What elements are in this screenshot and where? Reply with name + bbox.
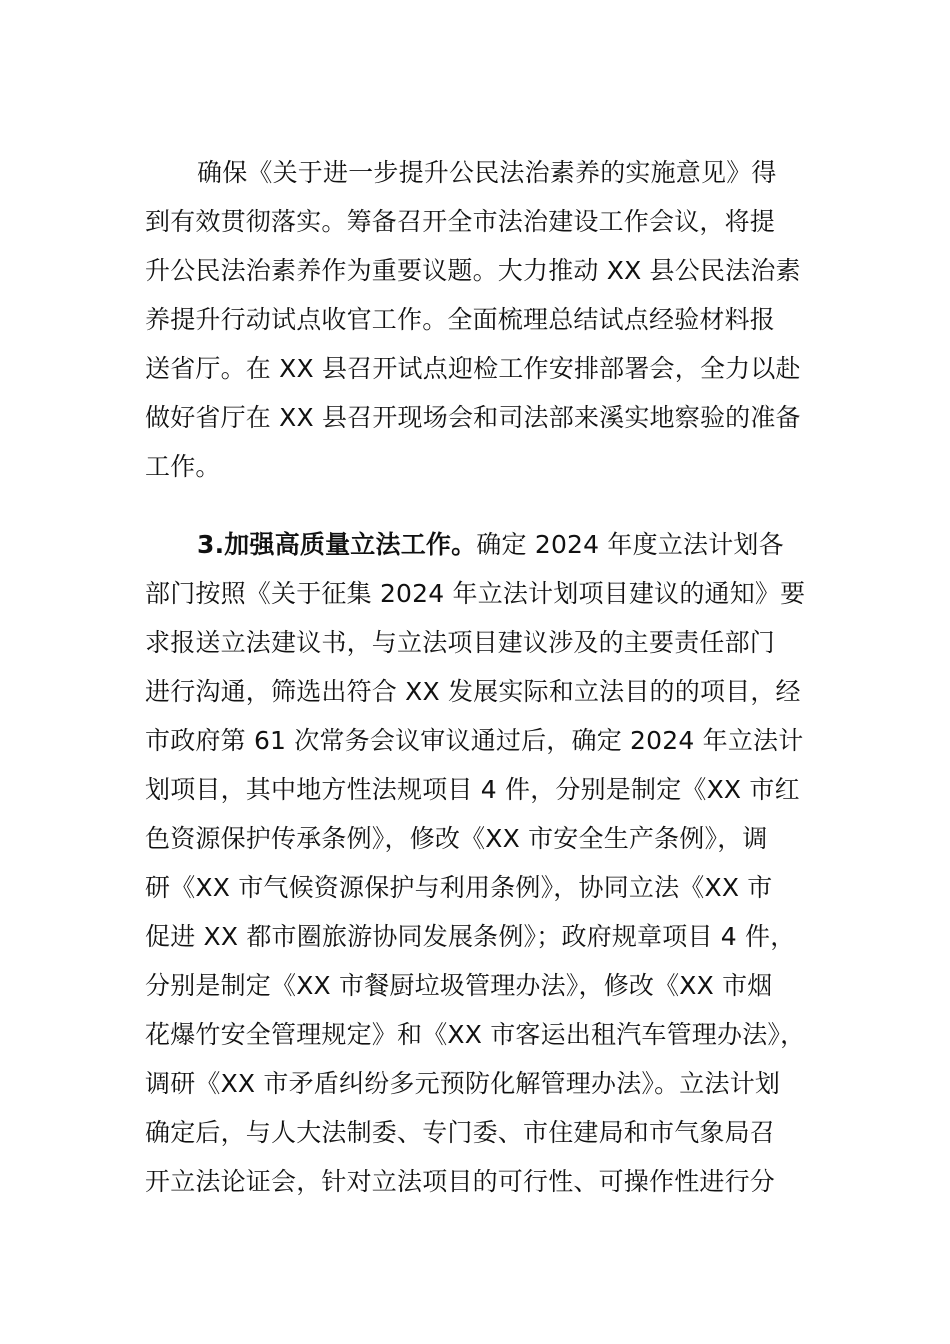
paragraph-1-line-4: 养提升行动试点收官工作。全面梳理总结试点经验材料报 xyxy=(145,305,776,334)
paragraph-1-line-1: 确保《关于进一步提升公民法治素养的实施意见》得 xyxy=(197,158,777,187)
paragraph-2-line-8: 研《XX 市气候资源保护与利用条例》，协同立法《XX 市 xyxy=(145,873,773,902)
paragraph-2 xyxy=(145,520,825,1206)
paragraph-2-line-4: 进行沟通，筛选出符合 XX 发展实际和立法目的的项目，经 xyxy=(145,677,801,706)
paragraph-2-line-1-text: 确定 2024 年度立法计划各 xyxy=(476,530,784,559)
paragraph-1-line-7: 工作。 xyxy=(145,452,221,481)
paragraph-2-line-5: 市政府第 61 次常务会议审议通过后，确定 2024 年立法计 xyxy=(145,726,804,755)
paragraph-2-line-12: 调研《XX 市矛盾纠纷多元预防化解管理办法》。立法计划 xyxy=(145,1069,781,1098)
paragraph-1-line-6: 做好省厅在 XX 县召开现场会和司法部来溪实地察验的准备 xyxy=(145,403,801,432)
paragraph-2-line-10: 分别是制定《XX 市餐厨垃圾管理办法》，修改《XX 市烟 xyxy=(145,971,773,1000)
paragraph-1-line-3: 升公民法治素养作为重要议题。大力推动 XX 县公民法治素 xyxy=(145,256,801,285)
paragraph-2-line-3: 求报送立法建议书，与立法项目建议涉及的主要责任部门 xyxy=(145,628,776,657)
paragraph-2-line-9: 促进 XX 都市圈旅游协同发展条例》；政府规章项目 4 件， xyxy=(145,922,796,951)
paragraph-2-line-2: 部门按照《关于征集 2024 年立法计划项目建议的通知》要 xyxy=(145,579,806,608)
section-heading: 3.加强高质量立法工作。 xyxy=(197,530,477,559)
paragraph-2-line-6: 划项目，其中地方性法规项目 4 件，分别是制定《XX 市红 xyxy=(145,775,800,804)
paragraph-2-line-7: 色资源保护传承条例》，修改《XX 市安全生产条例》，调 xyxy=(145,824,768,853)
paragraph-2-line-1 xyxy=(145,520,825,569)
paragraph-2-line-13: 确定后，与人大法制委、专门委、市住建局和市气象局召 xyxy=(145,1118,776,1147)
paragraph-1-line-5: 送省厅。在 XX 县召开试点迎检工作安排部署会，全力以赴 xyxy=(145,354,801,383)
paragraph-2-line-14: 开立法论证会，针对立法项目的可行性、可操作性进行分 xyxy=(145,1167,776,1196)
paragraph-2-line-11: 花爆竹安全管理规定》和《XX 市客运出租汽车管理办法》， xyxy=(145,1020,806,1049)
paragraph-1 xyxy=(145,148,825,491)
paragraph-1-line-2: 到有效贯彻落实。筹备召开全市法治建设工作会议，将提 xyxy=(145,207,776,236)
